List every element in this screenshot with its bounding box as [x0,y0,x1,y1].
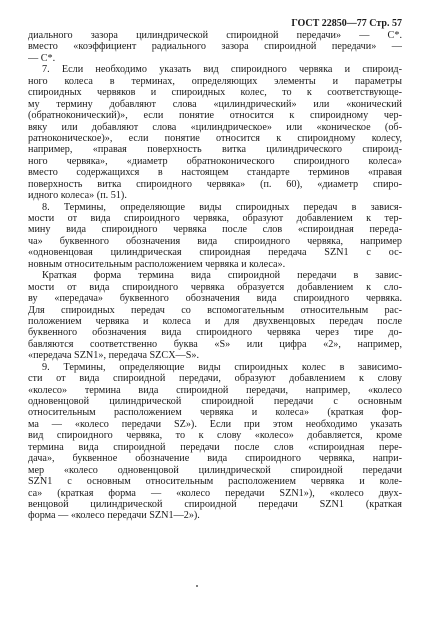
text-line: мости от вида спироидного червяка, образуют добавлением к тер- [28,213,402,224]
text-line: вид спироидного червяка, то к слову «колесо» добавляется, кроме [28,430,402,442]
text-line: 8. Термины, определяющие виды спироидных передач в завися- [42,201,402,213]
text-line: вяку или добавляют слова «цилиндрическое» или «коническое (об- [28,121,402,133]
text-line: например, «правая поверхность витка цилиндрического спироид- [28,144,402,156]
document-body [28,30,402,522]
text-line: SZN1 с основным относительным расположением червяка и коле- [28,476,402,488]
text-line: ву «передача» буквенного обозначения вида спироидного червяка. [28,293,402,305]
text-line: ма — «колесо передачи SZ»). Если при этом необходимо указать [28,418,402,430]
text-line: относительным расположением червяка и колеса» (краткая фор- [28,407,402,419]
text-line: одновенцовой цилиндрической спироидной передачи с основным [28,396,402,407]
text-line: му термину добавляют слова «цилиндрический» или «конический [28,98,402,110]
text-line: ча» буквенного обозначения вида спироидного червяка, например [28,235,402,247]
text-line: — С*. [28,52,56,64]
text-line: буквенного обозначения вида спироидного червяка через тире до- [28,327,402,339]
text-line: новным относительным расположением червяка и колеса». [28,258,286,270]
text-line: (обратноконический)», если понятие относится к спироидному чер- [28,110,402,122]
text-line: дача», буквенное обозначение вида спироидного червяка, напри- [28,453,402,465]
text-line: са» (краткая форма — «колесо передачи SZN1»), «колесо двух- [28,487,402,499]
text-line: мину вида спироидного червяка после слов «спироидная переда- [28,224,402,236]
text-line: Краткая форма термина вида спироидной передачи в завис- [42,270,402,282]
text-line: ратноконическое)», если понятие относится к спироидному колесу, [28,132,402,144]
text-line: диального зазора цилиндрической спироидной передачи» — С*. [28,30,402,41]
page-speck [196,585,198,587]
text-line: положением червяка и колеса и для двухвенцовых передач после [28,315,402,327]
text-line: ного колеса в терминах, определяющих элементы и параметры [28,75,402,87]
text-line: «колесо» термина вида спироидной передачи, например, «колесо [28,384,402,396]
text-line: вместо «коэффициент радиального зазора спироидной передачи» — [28,41,402,53]
text-line: 9. Термины, определяющие виды спироидных колес в зависимо- [42,361,402,373]
text-line: идного колеса» (п. 51). [28,190,127,202]
text-line: поверхность витка спироидного червяка» (п. 60), «диаметр спиро- [28,178,402,190]
text-line: термина вида спироидной передачи после слов «спироидная пере- [28,441,402,453]
text-line: мости от вида спироидного червяка образуется добавлением к сло- [28,281,402,293]
text-line: ного червяка», «диаметр обратноконического спироидного колеса» [28,155,402,167]
text-line: спироидных червяков и спироидных колес, то к соответствующе- [28,87,402,99]
text-line: Для спироидных передач со вспомогательным относительным рас- [28,304,402,316]
page-header: ГОСТ 22850—77 Стр. 57 [291,18,402,29]
text-line: форма — «колесо передачи SZN1—2»). [28,510,200,522]
text-line: мер «колесо одновенцовой цилиндрической спироидной передачи [28,464,402,476]
text-line: «передача SZN1», передача SZCX—S». [28,350,200,362]
text-line: венцовой цилиндрической спироидной передачи SZN1 (краткая [28,498,402,510]
text-line: сти от вида спироидной передачи, образуют добавлением к слову [28,373,402,385]
text-line: бавляются соответственно буква «S» или цифра «2», например, [28,338,402,350]
text-line: «одновенцовая цилиндрическая спироидная передача SZN1 с ос- [28,247,402,259]
text-line: вместо содержащихся в настоящем стандарте терминов «правая [28,167,402,179]
text-line: 7. Если необходимо указать вид спироидного червяка и спироид- [42,64,402,76]
